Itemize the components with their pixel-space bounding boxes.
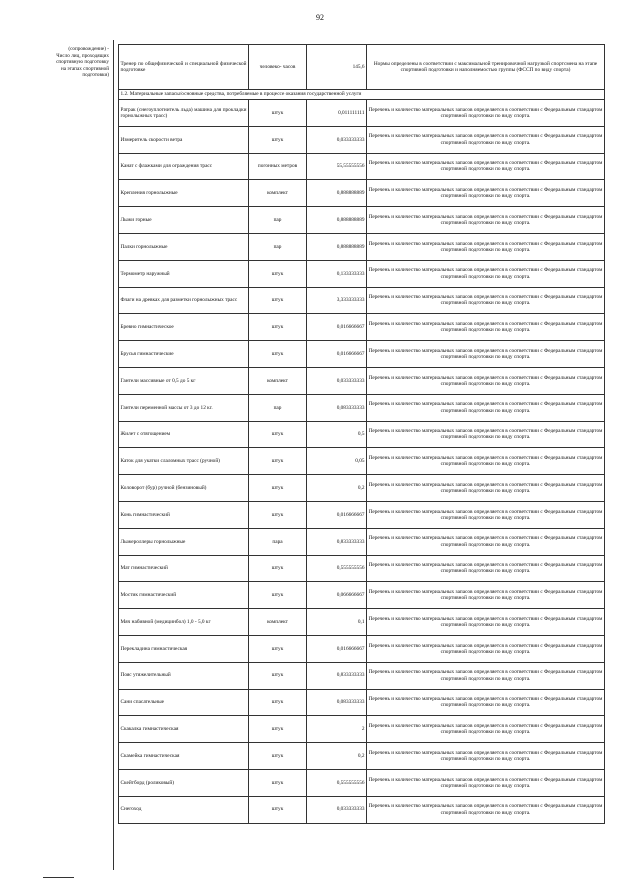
table-row [119, 609, 605, 636]
page-number: 92 [316, 13, 324, 22]
item-name: Сани спасательные [119, 689, 249, 716]
item-value: 0,011111111 [307, 100, 367, 127]
footnote-line [43, 877, 74, 878]
item-value: 0,833333333 [307, 528, 367, 555]
item-name: Канат с флажками для ограждения трасс [119, 153, 249, 180]
item-note: Перечень и количество материальных запасов определяется в соответствии с Федеральным стандартом спортивной подготовки по виду спорта. [367, 501, 605, 528]
item-unit: штук [249, 796, 307, 823]
item-name: Лыжи горные [119, 207, 249, 234]
item-name: Мяч набивной (медицинбол) 1,0 - 5,0 кг [119, 609, 249, 636]
left-note-line: на этапах спортивной [61, 65, 109, 72]
item-name: Скейтборд (роликовый) [119, 769, 249, 796]
item-name: Скакалка гимнастическая [119, 716, 249, 743]
item-unit: пар [249, 233, 307, 260]
item-note: Перечень и количество материальных запасов определяется в соответствии с Федеральным стандартом спортивной подготовки по виду спорта. [367, 716, 605, 743]
item-unit: штук [249, 635, 307, 662]
item-note: Нормы определены в соответствии с максимальной тренировочной нагрузкой спортсмена на этапе спортивной подготовки и наполняемостью группы (ФССП по виду спорта) [367, 45, 605, 90]
item-note: Перечень и количество материальных запасов определяется в соответствии с Федеральным стандартом спортивной подготовки по виду спорта. [367, 394, 605, 421]
item-name: Ратрак (снегоуплотнитель льда) машина для прокладки горнолыжных трасс) [119, 100, 249, 127]
item-note: Перечень и количество материальных запасов определяется в соответствии с Федеральным стандартом спортивной подготовки по виду спорта. [367, 126, 605, 153]
item-name: Каток для укатки слаломных трасс (ручной) [119, 448, 249, 475]
item-note: Перечень и количество материальных запасов определяется в соответствии с Федеральным стандартом спортивной подготовки по виду спорта. [367, 421, 605, 448]
item-name: Флаги на древках для разметки горнолыжных трасс [119, 287, 249, 314]
item-unit: штук [249, 743, 307, 770]
item-note: Перечень и количество материальных запасов определяется в соответствии с Федеральным стандартом спортивной подготовки по виду спорта. [367, 100, 605, 127]
item-value: 0,2 [307, 475, 367, 502]
table-row [119, 662, 605, 689]
item-unit: пара [249, 528, 307, 555]
item-value: 0,833333333 [307, 662, 367, 689]
table-row [119, 796, 605, 823]
table-row [119, 45, 605, 90]
item-unit: штук [249, 287, 307, 314]
table-row [119, 100, 605, 127]
item-note: Перечень и количество материальных запасов определяется в соответствии с Федеральным стандартом спортивной подготовки по виду спорта. [367, 769, 605, 796]
item-unit: штук [249, 341, 307, 368]
item-value: 0,016666667 [307, 341, 367, 368]
item-name: Мостик гимнастический [119, 582, 249, 609]
item-value: 0,2 [307, 743, 367, 770]
left-note-line: подготовки) [82, 72, 109, 79]
item-note: Перечень и количество материальных запасов определяется в соответствии с Федеральным стандартом спортивной подготовки по виду спорта. [367, 743, 605, 770]
item-note: Перечень и количество материальных запасов определяется в соответствии с Федеральным стандартом спортивной подготовки по виду спорта. [367, 207, 605, 234]
item-unit: комплект [249, 609, 307, 636]
left-column-note [43, 46, 109, 79]
item-unit: штук [249, 716, 307, 743]
item-name: Жилет с отягощением [119, 421, 249, 448]
left-note-line: Число лиц, проходящих [56, 52, 109, 59]
item-name: Перекладина гимнастическая [119, 635, 249, 662]
item-unit: штук [249, 769, 307, 796]
item-name: Гантели переменной массы от 3 до 12 кг. [119, 394, 249, 421]
item-value: 0,066666667 [307, 582, 367, 609]
item-value: 0,016666667 [307, 501, 367, 528]
item-name: Крепления горнолыжные [119, 180, 249, 207]
item-value: 0,5 [307, 421, 367, 448]
item-value: 55,55555556 [307, 153, 367, 180]
table-row [119, 287, 605, 314]
item-unit: погонных метров [249, 153, 307, 180]
item-value: 0,033333333 [307, 367, 367, 394]
item-value: 0,033333333 [307, 796, 367, 823]
item-name: Термометр наружный [119, 260, 249, 287]
item-note: Перечень и количество материальных запасов определяется в соответствии с Федеральным стандартом спортивной подготовки по виду спорта. [367, 448, 605, 475]
table-row [119, 233, 605, 260]
left-column [43, 40, 114, 870]
table-row [119, 394, 605, 421]
item-note: Перечень и количество материальных запасов определяется в соответствии с Федеральным стандартом спортивной подготовки по виду спорта. [367, 153, 605, 180]
item-note: Перечень и количество материальных запасов определяется в соответствии с Федеральным стандартом спортивной подготовки по виду спорта. [367, 475, 605, 502]
table-row [119, 448, 605, 475]
item-value: 0,133333333 [307, 260, 367, 287]
item-name: Снегоход [119, 796, 249, 823]
item-name: Тренер по общефизической и специальной физической подготовке [119, 45, 249, 90]
item-value: 0,555555556 [307, 555, 367, 582]
item-value: 0,888888889 [307, 180, 367, 207]
item-note: Перечень и количество материальных запасов определяется в соответствии с Федеральным стандартом спортивной подготовки по виду спорта. [367, 180, 605, 207]
item-value: 145,6 [307, 45, 367, 90]
item-note: Перечень и количество материальных запасов определяется в соответствии с Федеральным стандартом спортивной подготовки по виду спорта. [367, 233, 605, 260]
item-value: 3,333333333 [307, 287, 367, 314]
norms-table [118, 44, 605, 824]
item-value: 0,555555556 [307, 769, 367, 796]
item-note: Перечень и количество материальных запасов определяется в соответствии с Федеральным стандартом спортивной подготовки по виду спорта. [367, 341, 605, 368]
item-name: Измеритель скорости ветра [119, 126, 249, 153]
item-value: 0,888888889 [307, 233, 367, 260]
item-unit: пар [249, 394, 307, 421]
item-value: 0,1 [307, 609, 367, 636]
table-row [119, 555, 605, 582]
table-row [119, 341, 605, 368]
item-name: Брусья гимнастические [119, 341, 249, 368]
table-row [119, 153, 605, 180]
item-value: 0,033333333 [307, 126, 367, 153]
item-note: Перечень и количество материальных запасов определяется в соответствии с Федеральным стандартом спортивной подготовки по виду спорта. [367, 582, 605, 609]
item-value: 0,888888889 [307, 207, 367, 234]
item-note: Перечень и количество материальных запасов определяется в соответствии с Федеральным стандартом спортивной подготовки по виду спорта. [367, 314, 605, 341]
table-row [119, 528, 605, 555]
table-row [119, 635, 605, 662]
left-note-line: (сопровождение) - [68, 46, 109, 52]
item-name: Мат гимнастический [119, 555, 249, 582]
item-unit: пар [249, 207, 307, 234]
section-row [119, 90, 605, 100]
item-unit: штук [249, 501, 307, 528]
table-row [119, 582, 605, 609]
table-row [119, 367, 605, 394]
item-note: Перечень и количество материальных запасов определяется в соответствии с Федеральным стандартом спортивной подготовки по виду спорта. [367, 287, 605, 314]
left-note-line: спортивную подготовку [56, 59, 109, 66]
item-note: Перечень и количество материальных запасов определяется в соответствии с Федеральным стандартом спортивной подготовки по виду спорта. [367, 528, 605, 555]
item-name: Бревно гимнастическое [119, 314, 249, 341]
item-note: Перечень и количество материальных запасов определяется в соответствии с Федеральным стандартом спортивной подготовки по виду спорта. [367, 796, 605, 823]
item-unit: штук [249, 662, 307, 689]
table-row [119, 716, 605, 743]
item-value: 0,016666667 [307, 635, 367, 662]
item-unit: штук [249, 126, 307, 153]
item-note: Перечень и количество материальных запасов определяется в соответствии с Федеральным стандартом спортивной подготовки по виду спорта. [367, 367, 605, 394]
table-row [119, 475, 605, 502]
table-row [119, 126, 605, 153]
item-value: 0,083333333 [307, 394, 367, 421]
table-row [119, 180, 605, 207]
section-title: 1.2. Материальные запасы/основные средства, потребляемые в процессе оказания государственной услуги [119, 90, 605, 100]
item-unit: штук [249, 689, 307, 716]
item-name: Конь гимнастический [119, 501, 249, 528]
item-note: Перечень и количество материальных запасов определяется в соответствии с Федеральным стандартом спортивной подготовки по виду спорта. [367, 662, 605, 689]
table-row [119, 501, 605, 528]
item-name: Пояс утяжелительный [119, 662, 249, 689]
item-note: Перечень и количество материальных запасов определяется в соответствии с Федеральным стандартом спортивной подготовки по виду спорта. [367, 635, 605, 662]
item-unit: штук [249, 475, 307, 502]
table-row [119, 314, 605, 341]
item-unit: штук [249, 555, 307, 582]
table-row [119, 769, 605, 796]
item-value: 0,083333333 [307, 689, 367, 716]
item-name: Лыжероллеры горнолыжные [119, 528, 249, 555]
item-unit: штук [249, 100, 307, 127]
item-unit: комплект [249, 180, 307, 207]
item-name: Скамейка гимнастическая [119, 743, 249, 770]
table-row [119, 689, 605, 716]
item-value: 0,016666667 [307, 314, 367, 341]
table-row [119, 743, 605, 770]
item-note: Перечень и количество материальных запасов определяется в соответствии с Федеральным стандартом спортивной подготовки по виду спорта. [367, 689, 605, 716]
item-unit: штук [249, 260, 307, 287]
item-note: Перечень и количество материальных запасов определяется в соответствии с Федеральным стандартом спортивной подготовки по виду спорта. [367, 260, 605, 287]
item-unit: штук [249, 448, 307, 475]
table-row [119, 207, 605, 234]
item-note: Перечень и количество материальных запасов определяется в соответствии с Федеральным стандартом спортивной подготовки по виду спорта. [367, 609, 605, 636]
table-row [119, 421, 605, 448]
item-unit: штук [249, 314, 307, 341]
item-value: 2 [307, 716, 367, 743]
item-unit: комплект [249, 367, 307, 394]
item-name: Палки горнолыжные [119, 233, 249, 260]
item-unit: штук [249, 421, 307, 448]
item-note: Перечень и количество материальных запасов определяется в соответствии с Федеральным стандартом спортивной подготовки по виду спорта. [367, 555, 605, 582]
item-unit: человеко- часов [249, 45, 307, 90]
table-row [119, 260, 605, 287]
item-name: Коловорот (бур) ручной (бензиновый) [119, 475, 249, 502]
item-value: 0,05 [307, 448, 367, 475]
item-name: Гантели массивные от 0,5 до 5 кг [119, 367, 249, 394]
item-unit: штук [249, 582, 307, 609]
